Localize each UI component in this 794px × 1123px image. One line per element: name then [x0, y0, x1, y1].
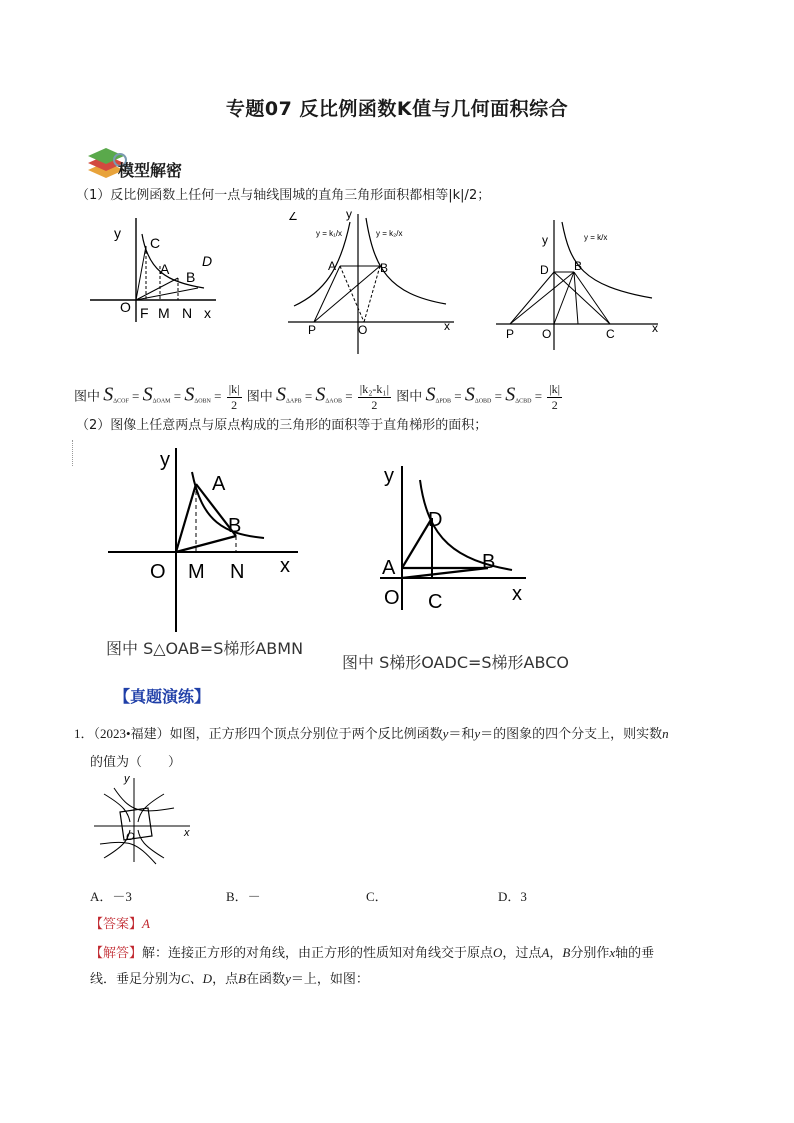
label-O: O — [126, 831, 135, 843]
figure-2a-caption: 图中 S△OAB=S梯形ABMN — [106, 639, 304, 658]
label-y: y — [346, 208, 352, 221]
model-heading: 模型解密 — [118, 161, 183, 180]
figure-1b — [284, 208, 464, 362]
label-O: O — [384, 587, 400, 609]
option-d[interactable]: D．3 — [498, 889, 527, 904]
label-B: B — [380, 261, 389, 275]
option-a[interactable]: A．－3 — [90, 889, 132, 904]
label-M: M — [158, 305, 170, 321]
option-c[interactable]: C． — [366, 889, 388, 904]
analysis-text: 【解答】解：连接正方形的对角线，由正方形的性质知对角线交于原点O，过点A，B分别作x轴的垂 线．垂足分别为C、D，点B在函数y＝上，如图： — [90, 945, 655, 986]
label-A: A — [382, 557, 396, 579]
svg-text:∠: ∠ — [288, 211, 298, 223]
label-y: y — [124, 773, 130, 785]
label-D: D — [202, 253, 213, 269]
label-C: C — [150, 235, 161, 251]
label-M: M — [188, 561, 205, 583]
label-y: y — [542, 233, 548, 247]
label-C: C — [428, 591, 443, 613]
label-D: D — [428, 509, 443, 531]
label-P: P — [506, 327, 515, 341]
label-O: O — [358, 323, 368, 337]
label-x: x — [652, 321, 658, 335]
label-C: C — [606, 327, 615, 341]
label-y: y — [384, 465, 394, 487]
point-1-text: （1）反比例函数上任何一点与轴线围城的直角三角形面积都相等|k|/2； — [76, 188, 491, 203]
option-b[interactable]: B．－ — [226, 889, 261, 904]
point-2-text: （2）图像上任意两点与原点构成的三角形的面积等于直角梯形的面积； — [76, 418, 488, 433]
label-B: B — [482, 551, 496, 573]
figure-1c — [492, 214, 662, 358]
label-B: B — [574, 259, 583, 273]
label-x: x — [184, 827, 190, 839]
question-1: 1．（2023•福建）如图，正方形四个顶点分别位于两个反比例函数y＝和y＝的图象的四个分支上，则实数n 的值为（ ） — [74, 726, 669, 769]
label-O: O — [120, 299, 131, 315]
question-figure — [90, 770, 200, 874]
label-yk: y = k/x — [584, 233, 608, 242]
label-F: F — [140, 305, 149, 321]
section-tag: 【真题演练】 — [114, 687, 211, 706]
divider — [72, 440, 74, 466]
label-N: N — [182, 305, 193, 321]
figure-2b — [376, 460, 546, 634]
label-x: x — [444, 319, 450, 333]
label-A: A — [160, 261, 170, 277]
label-B: B — [228, 515, 242, 537]
figure-2b-caption: 图中 S梯形OADC=S梯形ABCO — [342, 653, 569, 672]
figure-1a — [86, 210, 226, 334]
label-A: A — [212, 473, 226, 495]
page-title: 专题07 反比例函数K值与几何面积综合 — [225, 98, 569, 120]
label-yk1: y = k₁/x — [316, 229, 343, 238]
label-x: x — [280, 555, 290, 577]
label-O: O — [542, 327, 552, 341]
label-x: x — [204, 305, 211, 321]
label-y: y — [114, 225, 121, 241]
label-B: B — [186, 269, 196, 285]
label-N: N — [230, 561, 245, 583]
area-formula: 图中 $S_{\Delta COF} = S_{\Delta OAM} = S_{\Delta OBN}$ = $\frac{|k|}{2}$ 图中 $S_{\Delta APB} = S_{\Delta AOB}$ = $\frac{\text{|k₂-k₁|}}{2}$ 图中 $S_{\Delta PDB} = S_{\Delta OBD} = S_{\Delta CBD}$ = $\frac{|k|}{2}$ — [74, 382, 561, 412]
answer-line: 【答案】A — [90, 916, 150, 931]
label-yk2: y = k₂/x — [376, 229, 403, 238]
label-x: x — [512, 583, 522, 605]
label-O: O — [150, 561, 166, 583]
label-P: P — [308, 323, 317, 337]
label-D: D — [540, 263, 549, 277]
label-y: y — [160, 449, 170, 471]
label-A: A — [328, 259, 337, 273]
